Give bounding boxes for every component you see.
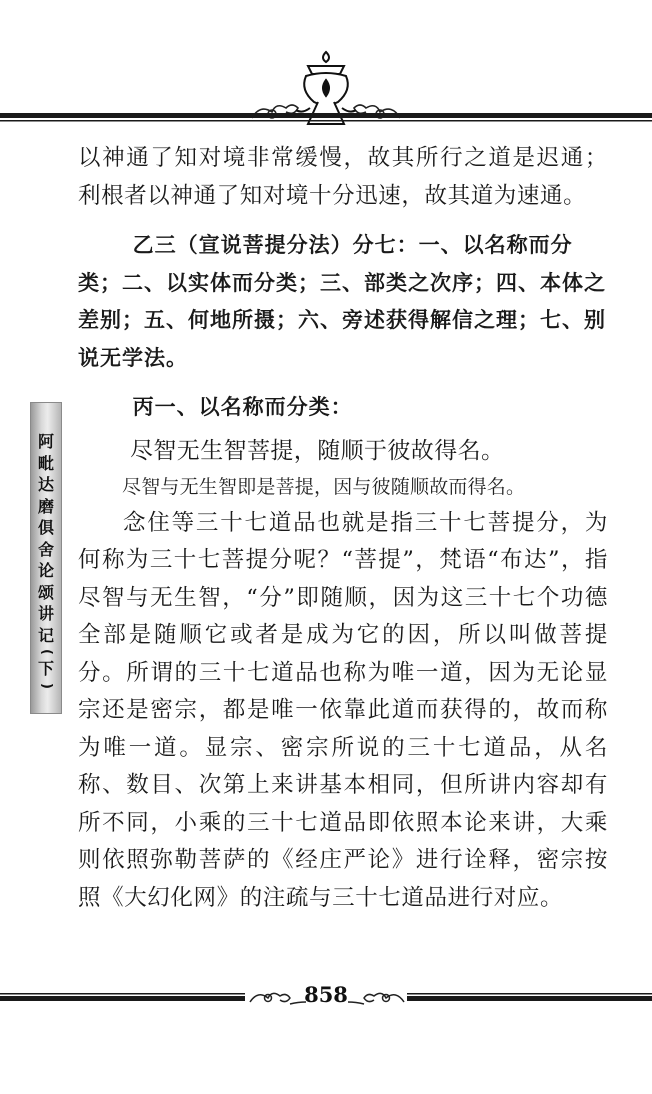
side-tab-char: 达	[37, 475, 54, 494]
side-tab-char: 俱	[37, 518, 54, 537]
subsection-heading: 丙一、以名称而分类：	[132, 395, 353, 419]
page-body	[78, 140, 608, 917]
paren-close: )	[39, 682, 54, 689]
side-tab-char: 阿	[37, 432, 54, 451]
side-tab-char: 磨	[37, 496, 54, 516]
paragraph: 以神通了知对境非常缓慢，故其所行之道是迟通；利根者以神通了知对境十分迅速，故其道为速通。	[78, 145, 608, 209]
header-rule	[0, 112, 652, 124]
side-tab-volume-char: 下	[37, 659, 54, 678]
side-tab-char: 论	[37, 561, 54, 580]
side-tab-char: 毗	[37, 453, 54, 473]
side-tab-volume-close	[31, 680, 61, 692]
verse: 尽智无生智菩提，随顺于彼故得名。	[130, 437, 505, 464]
verse-commentary: 尽智与无生智即是菩提，因与彼随顺故而得名。	[122, 475, 526, 498]
section-heading: 乙三（宣说菩提分法）分七：一、以名称而分类；二、以实体而分类；三、部类之次序；四、本体之差别；五、何地所摄；六、旁述获得解信之理；七、别说无学法。	[78, 233, 606, 370]
side-tab-char: 讲	[37, 604, 54, 623]
side-tab-text	[31, 431, 61, 692]
side-tab-book-title	[30, 402, 62, 714]
paren-open: (	[39, 649, 54, 655]
page-number: 858	[304, 982, 348, 1007]
side-tab-char: 记	[37, 625, 54, 645]
side-tab-char: 舍	[37, 539, 54, 559]
side-tab-char: 颂	[37, 582, 54, 602]
side-tab-volume	[31, 646, 61, 658]
paragraph: 念住等三十七道品也就是指三十七菩提分，为何称为三十七菩提分呢？“菩提”，梵语“布达”，指尽智与无生智，“分”即随顺，因为这三十七个功德全部是随顺它或者是成为它的因，所以叫做菩提分。所谓的三十七道品也称为唯一道，因为无论显宗还是密宗，都是唯一依靠此道而获得的，故而称为唯一道。显宗、密宗所说的三十七道品，从名称、数目、次第上来讲基本相同，但所讲内容却有所不同，小乘的三十七道品即依照本论来讲，大乘则依照弥勒菩萨的《经庄严论》进行诠释，密宗按照《大幻化网》的注疏与三十七道品进行对应。	[78, 509, 608, 911]
